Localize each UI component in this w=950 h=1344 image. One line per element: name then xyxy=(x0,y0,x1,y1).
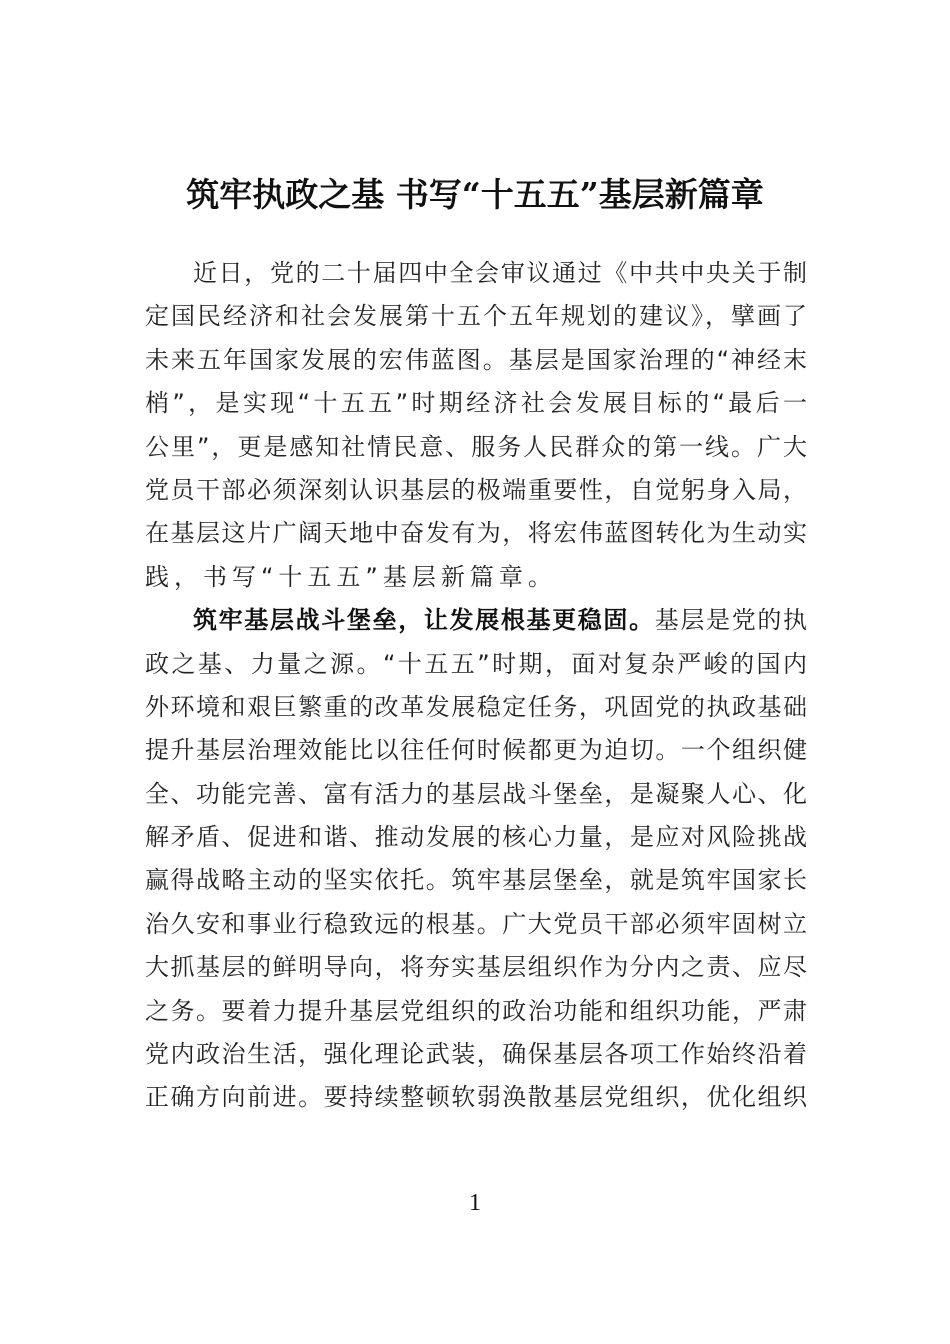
paragraph-2-line: 治久安和事业行稳致远的根基。广大党员干部必须牢固树立 xyxy=(145,909,807,938)
document-title: 筑牢执政之基 书写“十五五”基层新篇章 xyxy=(186,175,764,214)
paragraph-1-line: 在基层这片广阔天地中奋发有为，将宏伟蓝图转化为生动实 xyxy=(145,519,807,548)
paragraph-2-line: 正确方向前进。要持续整顿软弱涣散基层党组织，优化组织 xyxy=(145,1083,807,1112)
paragraph-1-line: 践，书写“十五五”基层新篇章。 xyxy=(145,562,557,591)
paragraph-2-line: 政之基、力量之源。“十五五”时期，面对复杂严峻的国内 xyxy=(145,649,807,678)
paragraph-2-line: 全、功能完善、富有活力的基层战斗堡垒，是凝聚人心、化 xyxy=(145,779,807,808)
paragraph-2-lead-heading: 筑牢基层战斗堡垒，让发展根基更稳固。 xyxy=(193,606,655,635)
paragraph-2-line: 外环境和艰巨繁重的改革发展稳定任务，巩固党的执政基础 xyxy=(145,692,807,721)
paragraph-2-line: 解矛盾、促进和谐、推动发展的核心力量，是应对风险挑战 xyxy=(145,823,807,852)
paragraph-1-line: 党员干部必须深刻认识基层的极端重要性，自觉躬身入局， xyxy=(145,475,807,504)
paragraph-2-first-line-rest: 基层是党的执 xyxy=(654,606,808,635)
paragraph-2-line: 大抓基层的鲜明导向，将夯实基层组织作为分内之责、应尽 xyxy=(145,953,807,982)
paragraph-2-line: 赢得战略主动的坚实依托。筑牢基层堡垒，就是筑牢国家长 xyxy=(145,866,807,895)
paragraph-1-line: 公里”，更是感知社情民意、服务人民群众的第一线。广大 xyxy=(145,432,807,461)
paragraph-1-line: 定国民经济和社会发展第十五个五年规划的建议》，擘画了 xyxy=(145,302,807,331)
paragraph-2-line: 提升基层治理效能比以往任何时候都更为迫切。一个组织健 xyxy=(145,736,807,765)
paragraph-2-line: 之务。要着力提升基层党组织的政治功能和组织功能，严肃 xyxy=(145,996,807,1025)
paragraph-1-line: 近日，党的二十届四中全会审议通过《中共中央关于制 xyxy=(193,259,807,287)
paragraph-1-line: 梢”，是实现“十五五”时期经济社会发展目标的“最后一 xyxy=(145,389,807,418)
document-body xyxy=(145,252,807,1120)
paragraph-2-first-line xyxy=(145,599,807,642)
page-number: 1 xyxy=(469,1190,481,1216)
paragraph-2-line: 党内政治生活，强化理论武装，确保基层各项工作始终沿着 xyxy=(145,1040,807,1069)
paragraph-1-line: 未来五年国家发展的宏伟蓝图。基层是国家治理的“神经末 xyxy=(145,345,807,374)
